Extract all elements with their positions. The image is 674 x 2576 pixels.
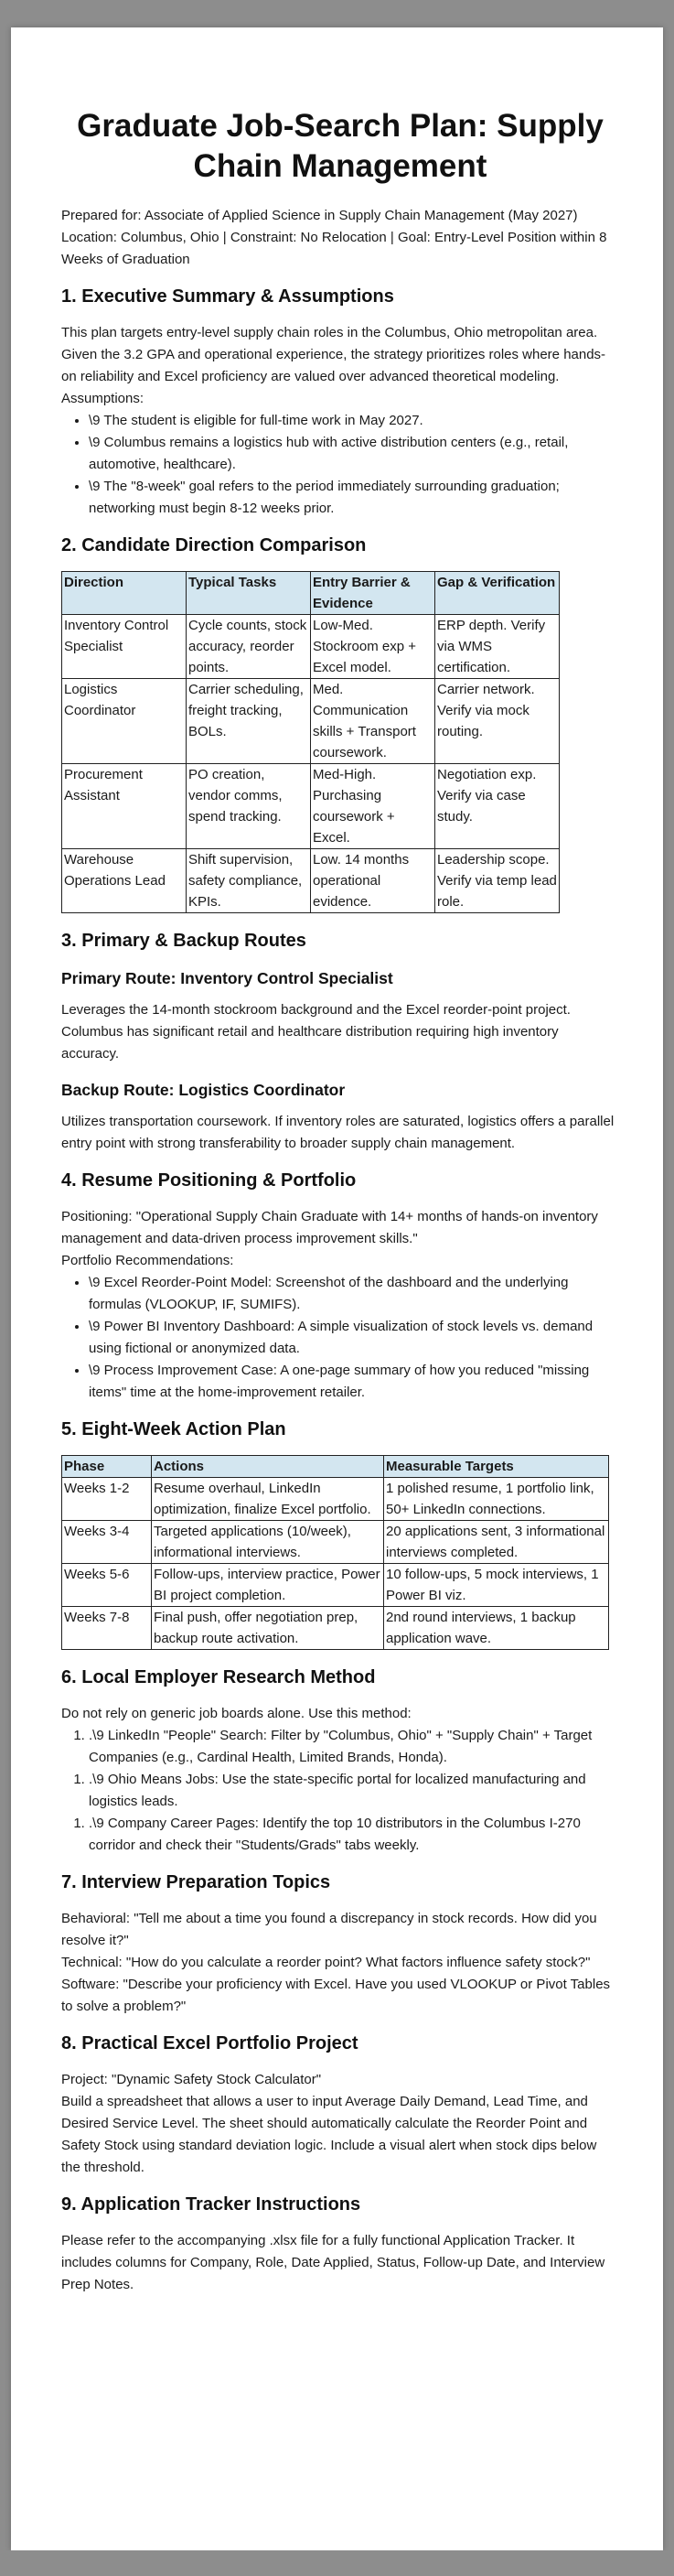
table-cell: 10 follow-ups, 5 mock interviews, 1 Power BI viz. bbox=[384, 1564, 609, 1607]
column-header: Typical Tasks bbox=[187, 572, 311, 615]
backup-route-heading: Backup Route: Logistics Coordinator bbox=[61, 1081, 346, 1099]
column-header: Entry Barrier & Evidence bbox=[311, 572, 435, 615]
table-row bbox=[62, 1521, 609, 1564]
table-cell: Weeks 7-8 bbox=[62, 1607, 152, 1650]
table-cell: Weeks 1-2 bbox=[62, 1478, 152, 1521]
portfolio-recs-label: Portfolio Recommendations: bbox=[61, 1253, 234, 1268]
list-item: • \9 The student is eligible for full-time work in May 2027. bbox=[89, 410, 619, 432]
primary-route-text: Leverages the 14-month stockroom background and the Excel reorder-point project. Columbus has significant retail and healthcare distribution requiring high inventory accuracy. bbox=[61, 1002, 571, 1062]
primary-route-heading: Primary Route: Inventory Control Specialist bbox=[61, 969, 393, 987]
bottom-bar bbox=[0, 2550, 674, 2576]
table-cell: Carrier scheduling, freight tracking, BOLs. bbox=[187, 679, 311, 764]
column-header: Actions bbox=[152, 1456, 384, 1478]
table-cell: Follow-ups, interview practice, Power BI project completion. bbox=[152, 1564, 384, 1607]
list-item: • \9 The "8-week" goal refers to the period immediately surrounding graduation; networking must begin 8-12 weeks prior. bbox=[89, 476, 619, 520]
section-heading: 4. Resume Positioning & Portfolio bbox=[61, 1170, 357, 1191]
section-heading: 6. Local Employer Research Method bbox=[61, 1667, 376, 1687]
table-row bbox=[62, 1564, 609, 1607]
table-cell: PO creation, vendor comms, spend tracking. bbox=[187, 764, 311, 849]
technical-question: Technical: "How do you calculate a reorder point? What factors influence safety stock?" bbox=[61, 1955, 591, 1970]
behavioral-question: Behavioral: "Tell me about a time you found a discrepancy in stock records. How did you resolve it?" bbox=[61, 1911, 597, 1948]
table-cell: Low. 14 months operational evidence. bbox=[311, 849, 435, 913]
section-heading: 7. Interview Preparation Topics bbox=[61, 1872, 331, 1892]
section-heading: 3. Primary & Backup Routes bbox=[61, 931, 306, 951]
table-row bbox=[62, 679, 560, 764]
table-cell: Negotiation exp. Verify via case study. bbox=[435, 764, 560, 849]
document-page bbox=[11, 27, 663, 2550]
table-cell: ERP depth. Verify via WMS certification. bbox=[435, 615, 560, 679]
table-cell: Inventory Control Specialist bbox=[62, 615, 187, 679]
assumptions-list bbox=[61, 410, 619, 520]
summary-paragraph: This plan targets entry-level supply chain roles in the Columbus, Ohio metropolitan area. Given the 3.2 GPA and operational experience, the strategy prioritizes roles where hands-on reliability and Excel proficiency are valued over advanced theoretical modeling. bbox=[61, 325, 606, 384]
list-item: • \9 Columbus remains a logistics hub with active distribution centers (e.g., retail, automotive, healthcare). bbox=[89, 432, 619, 476]
backup-route-text: Utilizes transportation coursework. If inventory roles are saturated, logistics offers a parallel entry point with strong transferability to broader supply chain management. bbox=[61, 1114, 615, 1151]
table-cell: Final push, offer negotiation prep, backup route activation. bbox=[152, 1607, 384, 1650]
column-header: Gap & Verification bbox=[435, 572, 560, 615]
table-cell: 2nd round interviews, 1 backup application wave. bbox=[384, 1607, 609, 1650]
research-method-list bbox=[61, 1725, 619, 1857]
direction-comparison-table bbox=[61, 571, 560, 913]
table-cell: Logistics Coordinator bbox=[62, 679, 187, 764]
assumptions-label: Assumptions: bbox=[61, 391, 144, 406]
table-cell: Weeks 5-6 bbox=[62, 1564, 152, 1607]
location-line: Location: Columbus, Ohio | Constraint: No Relocation | Goal: Entry-Level Position within 8 Weeks of Graduation bbox=[61, 230, 607, 267]
table-header-row bbox=[62, 1456, 609, 1478]
table-cell: Carrier network. Verify via mock routing. bbox=[435, 679, 560, 764]
column-header: Direction bbox=[62, 572, 187, 615]
positioning-statement: Positioning: "Operational Supply Chain Graduate with 14+ months of hands-on inventory management and data-driven process improvement skills." bbox=[61, 1209, 598, 1246]
software-question: Software: "Describe your proficiency with Excel. Have you used VLOOKUP or Pivot Tables to solve a problem?" bbox=[61, 1977, 611, 2014]
document-content bbox=[61, 81, 619, 2296]
table-cell: Leadership scope. Verify via temp lead role. bbox=[435, 849, 560, 913]
table-cell: Med. Communication skills + Transport coursework. bbox=[311, 679, 435, 764]
section-heading: 5. Eight-Week Action Plan bbox=[61, 1419, 286, 1439]
list-item: • \9 Process Improvement Case: A one-page summary of how you reduced "missing items" time at the home-improvement retailer. bbox=[89, 1360, 619, 1404]
top-bar bbox=[0, 0, 674, 27]
table-cell: Targeted applications (10/week), informational interviews. bbox=[152, 1521, 384, 1564]
table-header-row bbox=[62, 572, 560, 615]
section-heading: 2. Candidate Direction Comparison bbox=[61, 535, 367, 555]
action-plan-table bbox=[61, 1455, 609, 1650]
table-cell: 20 applications sent, 3 informational interviews completed. bbox=[384, 1521, 609, 1564]
prepared-for: Prepared for: Associate of Applied Science in Supply Chain Management (May 2027) bbox=[61, 208, 578, 223]
table-cell: Med-High. Purchasing coursework + Excel. bbox=[311, 764, 435, 849]
table-row bbox=[62, 1607, 609, 1650]
section-heading: 9. Application Tracker Instructions bbox=[61, 2194, 361, 2215]
list-item: 1. .\9 Ohio Means Jobs: Use the state-specific portal for localized manufacturing and logistics leads. bbox=[89, 1769, 619, 1813]
table-cell: Resume overhaul, LinkedIn optimization, finalize Excel portfolio. bbox=[152, 1478, 384, 1521]
section-heading: 8. Practical Excel Portfolio Project bbox=[61, 2033, 358, 2053]
tracker-instructions: Please refer to the accompanying .xlsx file for a fully functional Application Tracker. It includes columns for Company, Role, Date Applied, Status, Follow-up Date, and Interview Prep Notes. bbox=[61, 2233, 605, 2292]
table-cell: 1 polished resume, 1 portfolio link, 50+ LinkedIn connections. bbox=[384, 1478, 609, 1521]
list-item: • \9 Power BI Inventory Dashboard: A simple visualization of stock levels vs. demand using fictional or anonymized data. bbox=[89, 1316, 619, 1360]
list-item: • \9 Excel Reorder-Point Model: Screenshot of the dashboard and the underlying formulas (VLOOKUP, IF, SUMIFS). bbox=[89, 1272, 619, 1316]
table-cell: Shift supervision, safety compliance, KPIs. bbox=[187, 849, 311, 913]
table-cell: Weeks 3-4 bbox=[62, 1521, 152, 1564]
table-row bbox=[62, 1478, 609, 1521]
research-intro: Do not rely on generic job boards alone. Use this method: bbox=[61, 1706, 412, 1721]
list-item: 1. .\9 Company Career Pages: Identify the top 10 distributors in the Columbus I-270 corridor and check their "Students/Grads" tabs weekly. bbox=[89, 1813, 619, 1857]
project-description: Build a spreadsheet that allows a user to input Average Daily Demand, Lead Time, and Desired Service Level. The sheet should automatically calculate the Reorder Point and Safety Stock using standard deviation logic. Include a visual alert when stock dips below the threshold. bbox=[61, 2094, 597, 2175]
table-cell: Procurement Assistant bbox=[62, 764, 187, 849]
list-item: 1. .\9 LinkedIn "People" Search: Filter by "Columbus, Ohio" + "Supply Chain" + Target Companies (e.g., Cardinal Health, Limited Brands, Honda). bbox=[89, 1725, 619, 1769]
table-cell: Cycle counts, stock accuracy, reorder points. bbox=[187, 615, 311, 679]
table-cell: Low-Med. Stockroom exp + Excel model. bbox=[311, 615, 435, 679]
section-heading: 1. Executive Summary & Assumptions bbox=[61, 286, 394, 307]
column-header: Measurable Targets bbox=[384, 1456, 609, 1478]
table-row bbox=[62, 615, 560, 679]
project-name: Project: "Dynamic Safety Stock Calculator" bbox=[61, 2072, 322, 2087]
portfolio-list bbox=[61, 1272, 619, 1404]
table-cell: Warehouse Operations Lead bbox=[62, 849, 187, 913]
table-row bbox=[62, 849, 560, 913]
document-title: Graduate Job-Search Plan: Supply Chain Management bbox=[77, 108, 604, 184]
table-row bbox=[62, 764, 560, 849]
column-header: Phase bbox=[62, 1456, 152, 1478]
